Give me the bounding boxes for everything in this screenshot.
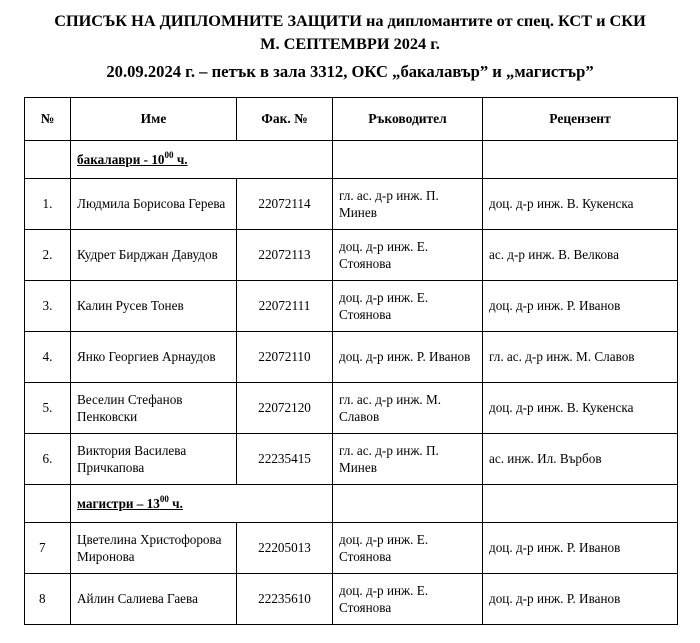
student-name: Кудрет Бирджан Давудов [71, 230, 237, 281]
faculty-number: 22072114 [237, 179, 333, 230]
student-name: Янко Георгиев Арнаудов [71, 332, 237, 383]
group-header-row [25, 141, 678, 179]
reviewer-name: доц. д-р инж. В. Кукенска [483, 383, 678, 434]
group-label [77, 149, 188, 167]
defense-schedule-table [24, 97, 678, 625]
supervisor-name: гл. ас. д-р инж. М. Славов [333, 383, 483, 434]
faculty-number: 22235415 [237, 434, 333, 485]
group-empty-cell [333, 141, 483, 179]
supervisor-name: доц. д-р инж. Е. Стоянова [333, 281, 483, 332]
row-number: 7 [25, 523, 71, 574]
document-subtitle-month: М. СЕПТЕМВРИ 2024 г. [260, 34, 440, 53]
table-row [25, 434, 678, 485]
group-empty-cell [483, 141, 678, 179]
reviewer-name: ас. д-р инж. В. Велкова [483, 230, 678, 281]
faculty-number: 22072113 [237, 230, 333, 281]
row-number: 4. [25, 332, 71, 383]
row-number: 8 [25, 574, 71, 625]
group-label-cell [71, 485, 333, 523]
table-header-row [25, 98, 678, 141]
student-name: Виктория Василева Причкапова [71, 434, 237, 485]
group-label-suffix: ч. [168, 495, 183, 511]
group-time-superscript: 00 [159, 493, 169, 504]
table-row [25, 332, 678, 383]
group-header-row [25, 485, 678, 523]
column-header-name: Име [71, 98, 237, 141]
reviewer-name: гл. ас. д-р инж. М. Славов [483, 332, 678, 383]
table-row [25, 574, 678, 625]
group-label-cell [71, 141, 333, 179]
document-title: СПИСЪК НА ДИПЛОМНИТЕ ЗАЩИТИ на дипломантите от спец. КСТ и СКИ [54, 11, 646, 30]
reviewer-name: доц. д-р инж. Р. Иванов [483, 281, 678, 332]
supervisor-name: гл. ас. д-р инж. П. Минев [333, 434, 483, 485]
faculty-number: 22235610 [237, 574, 333, 625]
table-row [25, 230, 678, 281]
faculty-number: 22072110 [237, 332, 333, 383]
reviewer-name: доц. д-р инж. Р. Иванов [483, 523, 678, 574]
reviewer-name: доц. д-р инж. В. Кукенска [483, 179, 678, 230]
supervisor-name: гл. ас. д-р инж. П. Минев [333, 179, 483, 230]
supervisor-name: доц. д-р инж. Е. Стоянова [333, 523, 483, 574]
student-name: Айлин Салиева Гаева [71, 574, 237, 625]
column-header-faculty-number: Фак. № [237, 98, 333, 141]
row-number: 6. [25, 434, 71, 485]
group-label [77, 493, 183, 511]
reviewer-name: ас. инж. Ил. Върбов [483, 434, 678, 485]
student-name: Людмила Борисова Герева [71, 179, 237, 230]
row-number: 1. [25, 179, 71, 230]
group-label-text: магистри – 13 [77, 495, 160, 511]
student-name: Веселин Стефанов Пенковски [71, 383, 237, 434]
supervisor-name: доц. д-р инж. Е. Стоянова [333, 230, 483, 281]
row-number: 2. [25, 230, 71, 281]
column-header-supervisor: Ръководител [333, 98, 483, 141]
supervisor-name: доц. д-р инж. Е. Стоянова [333, 574, 483, 625]
group-empty-cell [25, 141, 71, 179]
document-subtitle-date-room: 20.09.2024 г. – петък в зала 3312, ОКС „бакалавър” и „магистър” [106, 62, 594, 81]
student-name: Калин Русев Тонев [71, 281, 237, 332]
group-time-superscript: 00 [164, 149, 174, 160]
table-row [25, 383, 678, 434]
faculty-number: 22072111 [237, 281, 333, 332]
supervisor-name: доц. д-р инж. Р. Иванов [333, 332, 483, 383]
student-name: Цветелина Христофорова Миронова [71, 523, 237, 574]
row-number: 3. [25, 281, 71, 332]
faculty-number: 22072120 [237, 383, 333, 434]
column-header-number: № [25, 98, 71, 141]
group-label-suffix: ч. [173, 151, 188, 167]
group-empty-cell [483, 485, 678, 523]
group-empty-cell [25, 485, 71, 523]
column-header-reviewer: Рецензент [483, 98, 678, 141]
group-empty-cell [333, 485, 483, 523]
table-row [25, 179, 678, 230]
row-number: 5. [25, 383, 71, 434]
reviewer-name: доц. д-р инж. Р. Иванов [483, 574, 678, 625]
group-label-text: бакалаври - 10 [77, 151, 165, 167]
faculty-number: 22205013 [237, 523, 333, 574]
table-row [25, 523, 678, 574]
table-row [25, 281, 678, 332]
